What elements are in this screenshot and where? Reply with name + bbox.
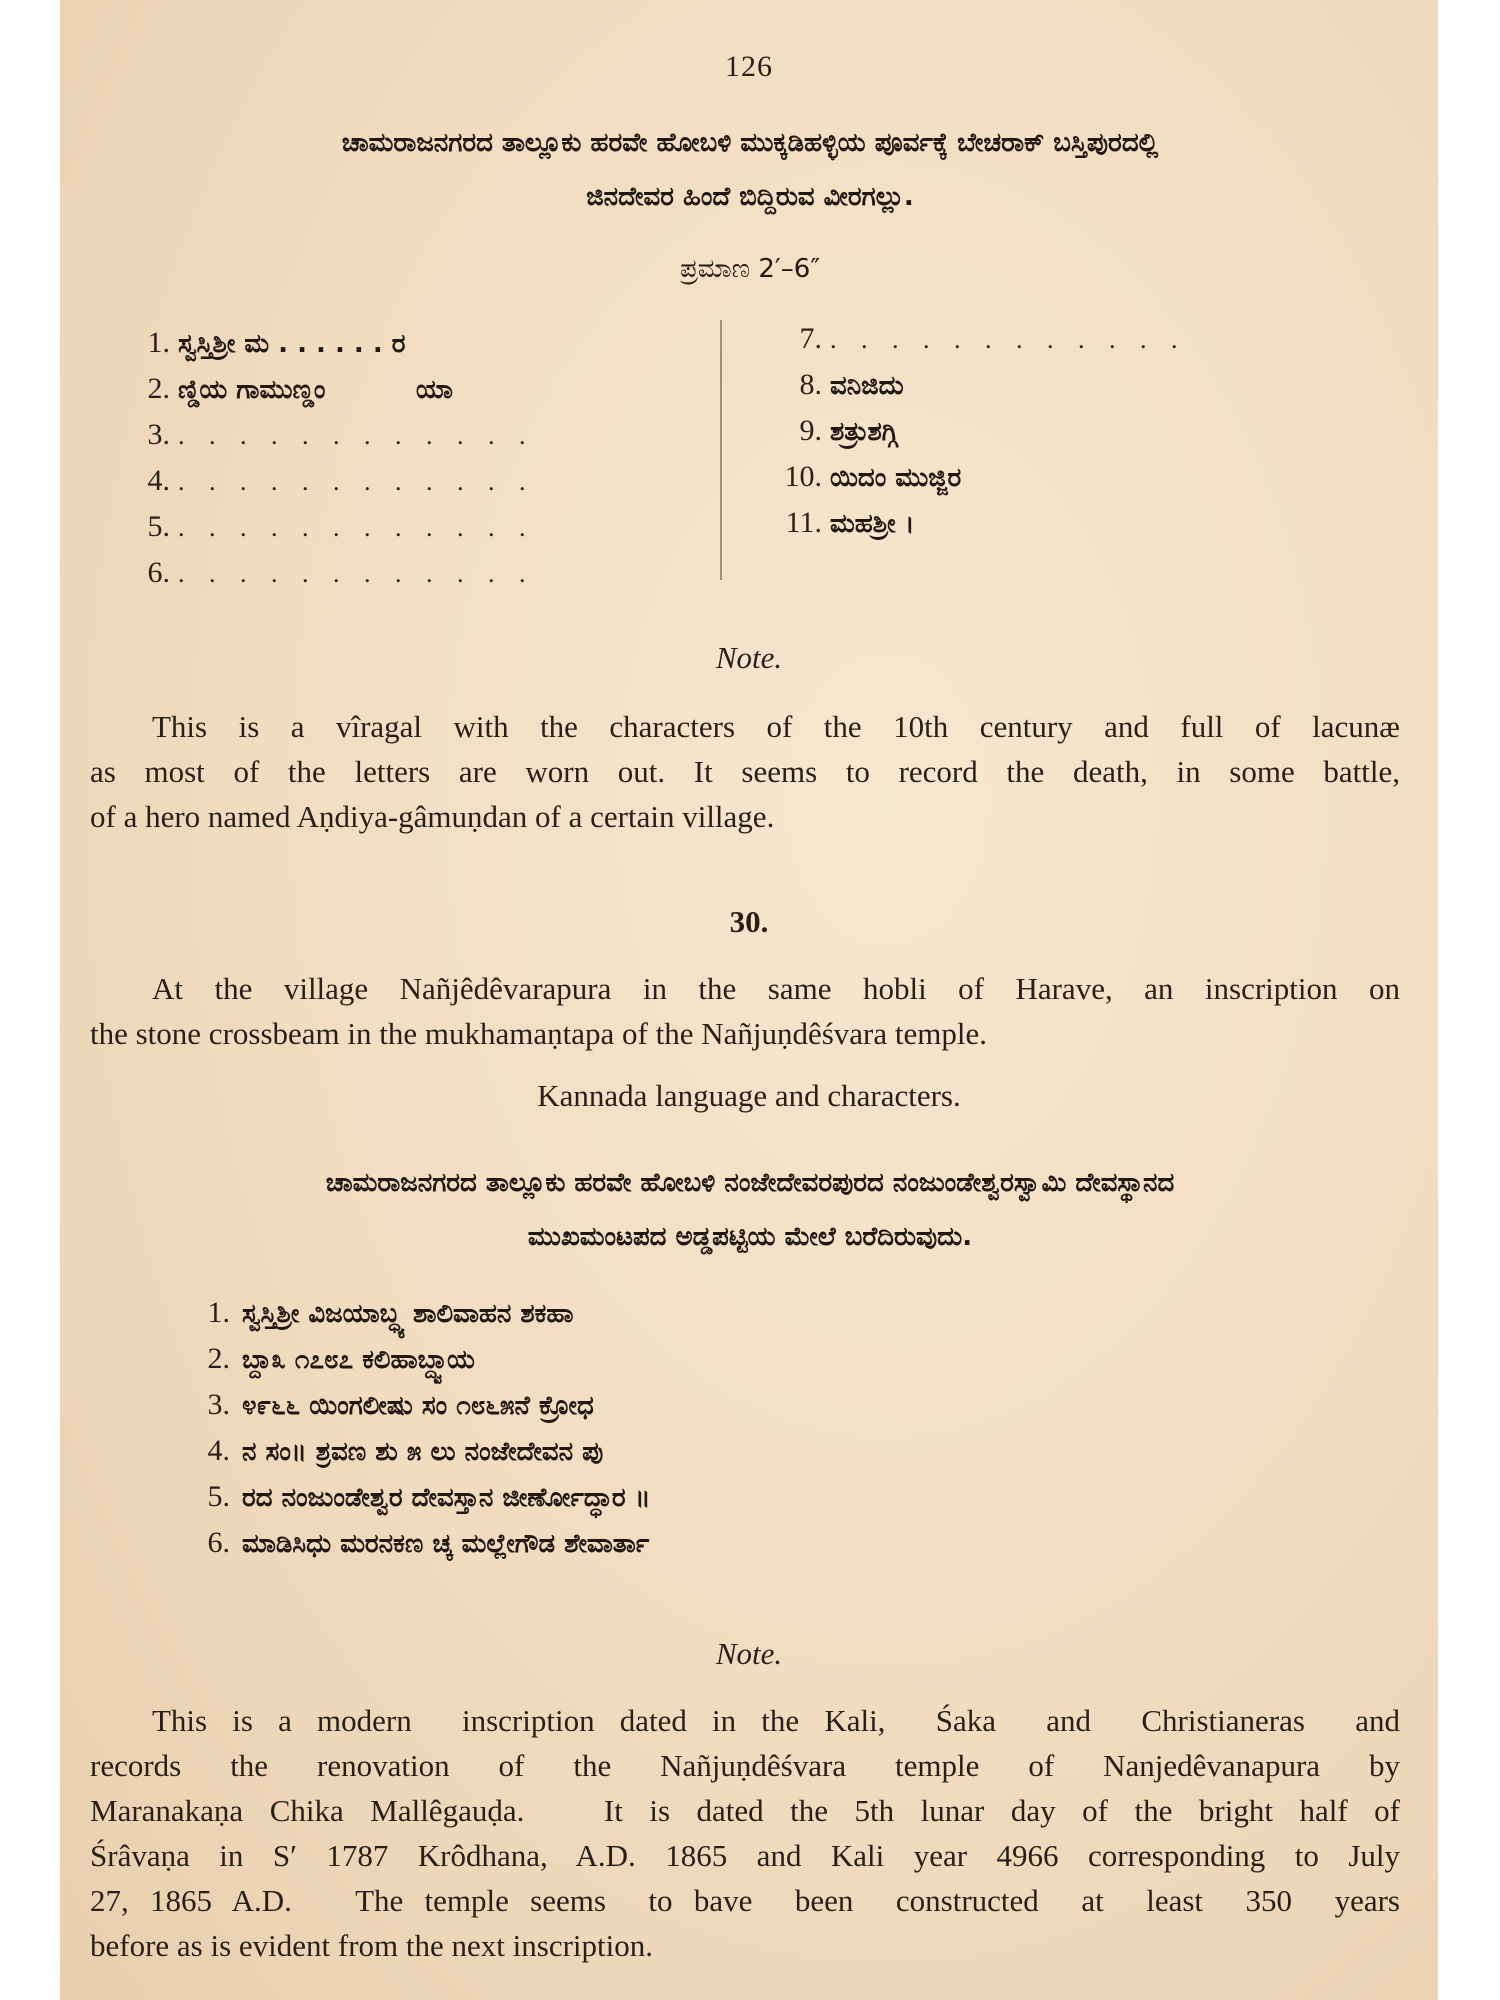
intro-line: At the village Nañjêdêvarapura in the same hobli of Harave, an inscription on [152, 971, 1400, 1006]
note-line: before as is evident from the next inscription. [90, 1928, 654, 1963]
inscription-line: 11. ಮಹಶ್ರೀ । [785, 506, 915, 539]
inscription-line: 6. . . . . . . . . . . . . [147, 556, 535, 589]
inscription-line: 6. ಮಾಡಿಸಿಧು ಮರನಕಣ ಚ್ಕ ಮಲ್ಲೇಗೌಡ ಶೇವಾರ್ತಾ [207, 1526, 650, 1559]
inscription-line: 4. . . . . . . . . . . . . [147, 464, 535, 497]
inscription-line: 5. ರದ ನಂಜುಂಡೇಶ್ವರ ದೇವಸ್ತಾನ ಜೀರ್ಣೋದ್ಧಾರ ॥ [207, 1480, 651, 1513]
inscription-line: 1. ಸ್ವಸ್ತಿಶ್ರೀ ವಿಜಯಾಬ್ಧ್ಯ ಶಾಲಿವಾಹನ ಶಕಹಾ [207, 1296, 574, 1329]
inscription-line: 4. ನ ಸಂ॥ ಶ್ರವಣ ಶು ೫ ಲು ನಂಜೇದೇವನ ಪು [207, 1434, 604, 1467]
inscription-right-column [760, 316, 1380, 546]
note-line: 27, 1865 A.D. The temple seems to bave been constructed at least 350 years [90, 1883, 1400, 1918]
note-line: as most of the letters are worn out. It seems to record the death, in some battle, [90, 754, 1400, 789]
inscription-line: 7. . . . . . . . . . . . . [799, 322, 1187, 355]
note-line: This is a modern inscription dated in the Kali, Śaka and Christianeras and [152, 1703, 1400, 1738]
note-heading-2: Note. [715, 1636, 783, 1671]
inscription-line: 9. ಶತ್ರುಶಗ್ಗಿ [799, 414, 898, 447]
language-line: Kannada language and characters. [537, 1078, 961, 1113]
column-divider [720, 320, 722, 580]
inscription-left-column [120, 320, 700, 596]
inscription-number: 30. [729, 904, 769, 939]
note-paragraph-1 [90, 704, 1400, 839]
note-line: of a hero named Aṇdiya-gâmuṇdan of a certain village. [90, 799, 775, 834]
note-heading-1: Note. [715, 640, 783, 675]
inscription-line: 3. ೪೯೬೬ ಯಿಂಗಲೀಷು ಸಂ ೧೮೬೫ನೆ ಕ್ರೋಧ [207, 1388, 594, 1421]
measurement-line: ಪ್ರಮಾಣ 2′–6″ [679, 254, 821, 284]
inscription-line: 3. . . . . . . . . . . . . [147, 418, 535, 451]
kannada-heading-2-line-1: ಚಾಮರಾಜನಗರದ ತಾಲ್ಲೂಕು ಹರವೇ ಹೋಬಳಿ ನಂಜೇದೇವರಪುರದ ನಂಜುಂಡೇಶ್ವರಸ್ವಾಮಿ ದೇವಸ್ಥಾನದ [325, 1168, 1175, 1198]
intro-paragraph [90, 966, 1400, 1056]
page-number: 126 [725, 50, 773, 83]
note-line: Maranakaṇa Chika Mallêgauḍa. It is dated the 5th lunar day of the bright half of [90, 1793, 1400, 1828]
kannada-heading-1-line-1: ಚಾಮರಾಜನಗರದ ತಾಲ್ಲೂಕು ಹರವೇ ಹೋಬಳಿ ಮುಕ್ಕಡಿಹಳ್ಳಿಯ ಪೂರ್ವಕ್ಕೆ ಬೇಚರಾಕ್ ಬಸ್ತಿಪುರದಲ್ಲಿ [341, 128, 1159, 158]
inscription-line: 8. ವನಿಜಿದು [799, 368, 904, 401]
inscription-line: 1. ಸ್ವಸ್ತಿಶ್ರೀ ಮ . . . . . . ರ [147, 326, 406, 359]
scanned-page [60, 0, 1438, 2000]
inscription-line: 10. ಯಿದಂ ಮುಜ್ಜಿರ [784, 460, 962, 493]
inscription-line: 5. . . . . . . . . . . . . [147, 510, 535, 543]
inscription-line: 2. ಬ್ದಾ೩ ೧೭೮೭ ಕಲಿಹಾಬ್ದ್ವಾಯ [207, 1342, 475, 1375]
inscription-line: 2. ಣ್ಡಿಯ ಗಾಮುಣ್ಡಂ ಯಾ [147, 372, 453, 405]
inscription-text-2 [180, 1290, 1180, 1566]
note-line: records the renovation of the Nañjuṇdêśvara temple of Nanjedêvanapura by [90, 1748, 1400, 1783]
kannada-heading-2-line-2: ಮುಖಮಂಟಪದ ಅಡ್ಡಪಟ್ಟಿಯ ಮೇಲೆ ಬರೆದಿರುವುದು. [527, 1222, 973, 1252]
kannada-heading-1-line-2: ಜಿನದೇವರ ಹಿಂದೆ ಬಿದ್ದಿರುವ ವೀರಗಲ್ಲು. [586, 182, 914, 212]
intro-line: the stone crossbeam in the mukhamaṇtapa of the Nañjuṇdêśvara temple. [90, 1016, 987, 1051]
note-paragraph-2 [90, 1698, 1400, 1968]
note-line: Śrâvaṇa in S′ 1787 Krôdhana, A.D. 1865 and Kali year 4966 corresponding to July [90, 1838, 1400, 1873]
note-line: This is a vîragal with the characters of the 10th century and full of lacunæ [152, 709, 1400, 744]
